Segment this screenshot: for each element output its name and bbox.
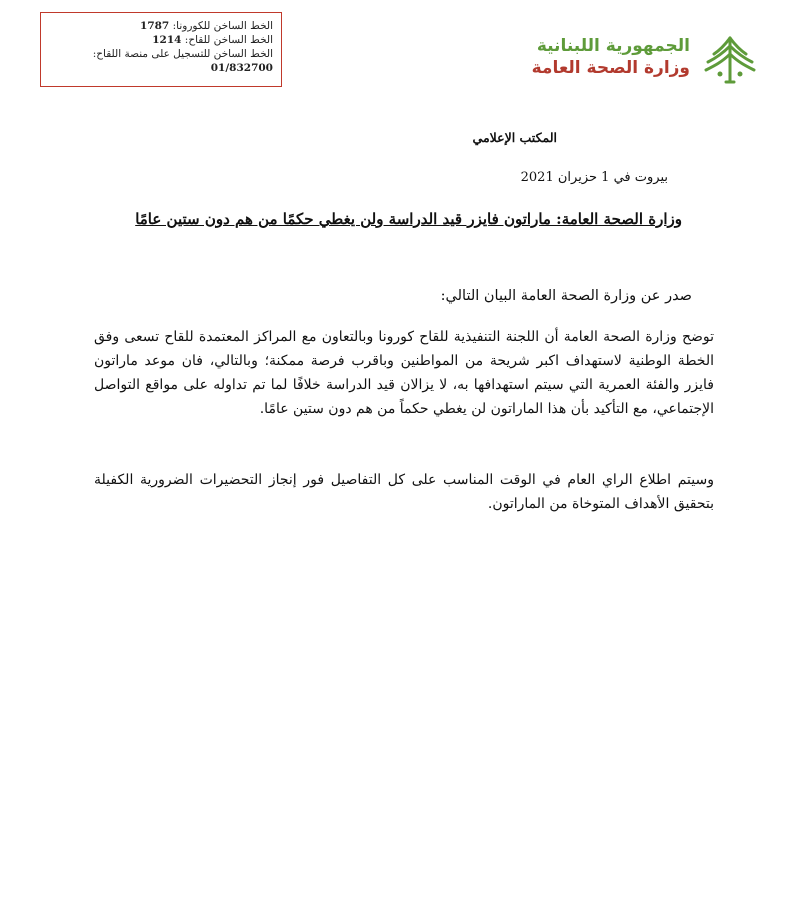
ministry-logo [480,36,690,80]
release-intro: صدر عن وزارة الصحة العامة البيان التالي: [440,288,692,304]
release-date: بيروت في 1 حزيران 2021 [520,170,668,185]
release-headline: وزارة الصحة العامة: ماراتون فايزر قيد الدراسة ولن يغطي حكمًا من هم دون ستين عامًا [135,210,682,228]
hotline-vaccine-label: الخط الساخن للقاح: [184,34,273,46]
hotline-registration [49,47,273,61]
hotline-vaccine [49,33,273,47]
media-office-label: المكتب الإعلامي [472,130,557,145]
hotline-registration-label: الخط الساخن للتسجيل على منصة اللقاح: [92,48,273,60]
cedar-tree-icon [700,32,760,86]
hotline-vaccine-number: 1214 [152,34,182,46]
hotline-registration-number: 01/832700 [210,62,273,74]
release-paragraph-2: وسيتم اطلاع الراي العام في الوقت المناسب على كل التفاصيل فور إنجاز التحضيرات الضرورية الكفيلة بتحقيق الأهداف المتوخاة من الماراتون. [94,472,714,512]
hotline-corona [49,19,273,33]
release-paragraph-1: توضح وزارة الصحة العامة أن اللجنة التنفيذية للقاح كورونا وبالتعاون مع المراكز المعتمدة للقاح تسعى وفق الخطة الوطنية لاستهداف اكبر شريحة من المواطنين وباقرب فرصة ممكنة؛ وبالتالي، فان موعد ماراتون فايزر والفئة العمرية التي سيتم استهدافها به، لا يزالان قيد الدراسة خلافًا لما تم تداوله على مواقع التواصل الإجتماعي، مع التأكيد بأن هذا الماراتون لن يغطي حكماً من هم دون ستين عامًا. [94,329,714,417]
hotline-corona-number: 1787 [140,20,170,32]
logo-republic-text: الجمهورية اللبنانية [536,36,690,56]
hotline-box [40,12,282,87]
hotline-registration-number-line [49,61,273,75]
hotline-corona-label: الخط الساخن للكورونا: [172,20,273,32]
logo-ministry-text: وزارة الصحة العامة [531,58,690,78]
